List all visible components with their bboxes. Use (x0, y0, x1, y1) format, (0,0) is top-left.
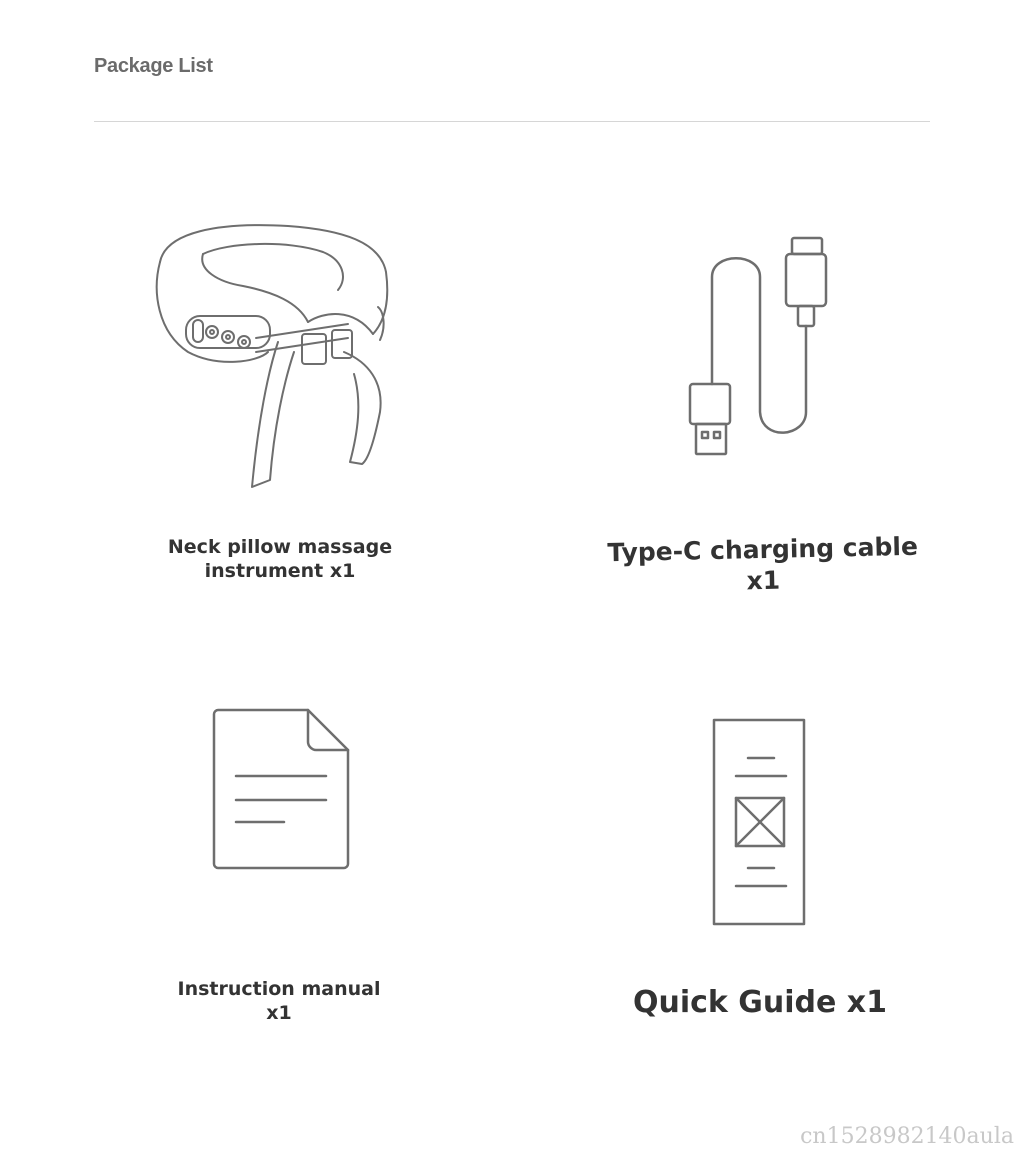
divider (94, 121, 930, 122)
item-label-quick-guide: Quick Guide x1 (632, 985, 888, 1020)
neck-pillow-icon (148, 212, 398, 497)
page-title: Package List (94, 55, 213, 77)
document-icon (208, 704, 356, 874)
watermark: cn1528982140aula (800, 1124, 1014, 1149)
item-label-neck-pillow: Neck pillow massage instrument x1 (167, 536, 393, 582)
item-label-instruction-manual: Instruction manual x1 (177, 978, 381, 1024)
usb-cable-icon (682, 232, 842, 462)
quick-guide-icon (708, 714, 812, 930)
item-label-charging-cable: Type-C charging cable x1 (607, 531, 919, 596)
